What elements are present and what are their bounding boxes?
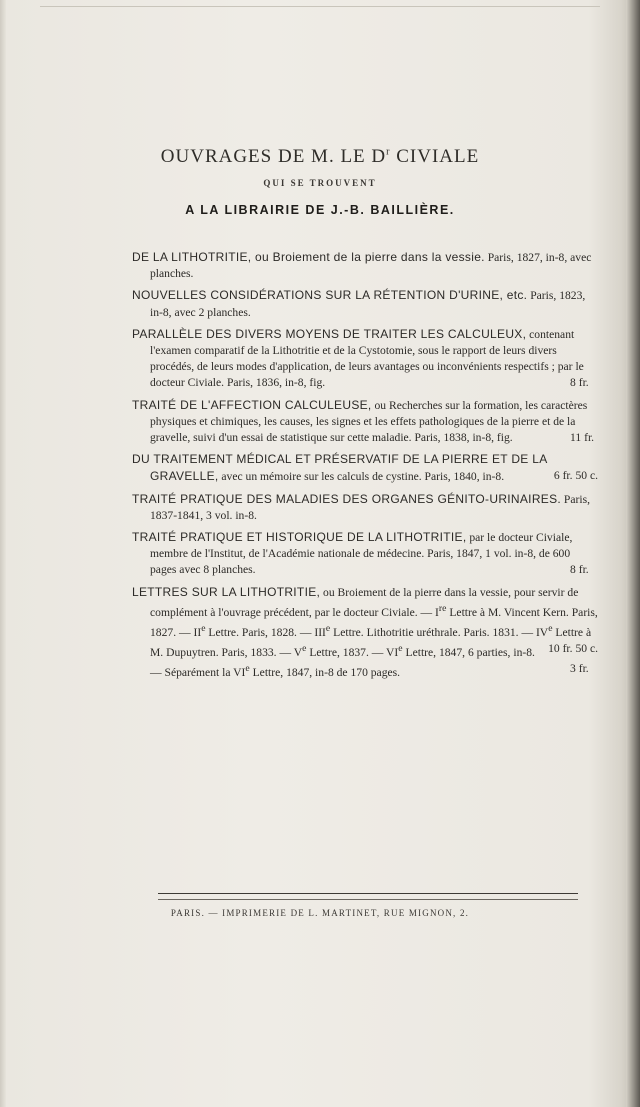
page-title — [0, 146, 640, 168]
printer-imprint: PARIS. — IMPRIMERIE DE L. MARTINET, RUE MIGNON, 2. — [170, 908, 470, 918]
entry-description: Paris, 1823, in-8, avec 2 planches. — [150, 289, 586, 319]
entry-description: ou Recherches sur la formation, les caractères physiques et chimiques, les causes, les signes et les effets pathologiques de la pierre et de la gravelle, suivi d'un essai de statistique sur cette maladie. Paris, 1838, in-8, fig. — [150, 398, 588, 445]
entry-description: contenant l'examen comparatif de la Lithotritie et de la Cystotomie, sous le rapport de leurs divers procédés, de leurs modes d'application, de leurs avantages ou inconvénients respectifs ; par le docteur Civiale. Paris, 1836, in-8, fig. — [150, 327, 584, 390]
entry-heading: TRAITÉ PRATIQUE ET HISTORIQUE DE LA LITHOTRITIE, — [132, 530, 467, 545]
entry-description: ou Broiement de la pierre dans la vessie, pour servir de complément à l'ouvrage précédent, par le docteur Civiale. — Ire Lettre à M. Vincent Kern. Paris, 1827. — IIe Lettre. Paris, 1828. — IIIe Lettre. Lithotritie uréthrale. Paris. 1831. — IVe Lettre à M. Dupuytren. Paris, 1833. — Ve Lettre, 1837. — VIe Lettre, 1847, 6 parties, in-8. 10 fr. 50 c. — Séparément la VIe Lettre, 1847, in-8 de 170 pages. — [150, 585, 598, 679]
entry-heading: TRAITÉ DE L'AFFECTION CALCULEUSE, — [132, 397, 372, 412]
works-list — [132, 249, 598, 686]
entry-description: avec un mémoire sur les calculs de cystine. Paris, 1840, in-8. — [218, 470, 505, 484]
list-item — [132, 491, 598, 524]
entry-heading: LETTRES SUR LA LITHOTRITIE, — [132, 584, 321, 599]
entry-description: Paris, 1827, in-8, avec planches. — [150, 251, 592, 281]
entry-description: par le docteur Civiale, membre de l'Institut, de l'Académie nationale de médecine. Paris, 1847, 1 vol. in-8, de 600 pages avec 8 planches. — [150, 531, 573, 577]
title-text-end: CIVIALE — [390, 146, 480, 167]
entry-heading: DU TRAITEMENT MÉDICAL ET PRÉSERVATIF DE LA PIERRE ET DE LA GRAVELLE, — [132, 452, 547, 484]
title-text: OUVRAGES DE M. LE D — [160, 146, 387, 167]
title-superscript: r — [386, 146, 391, 158]
list-item — [132, 326, 598, 392]
entry-price: 8 fr. — [570, 563, 589, 577]
entry-heading: DE LA LITHOTRITIE, ou Broiement de la pierre dans la vessie. — [132, 250, 485, 264]
list-item — [132, 451, 598, 485]
top-trim-line — [40, 6, 600, 7]
list-item — [132, 249, 598, 282]
double-rule-divider — [158, 893, 578, 900]
list-item — [132, 287, 598, 320]
list-item — [132, 397, 598, 447]
entry-description: Paris, 1837-1841, 3 vol. in-8. — [150, 492, 591, 522]
entry-price: 6 fr. 50 c. — [553, 469, 598, 483]
list-item — [132, 529, 598, 579]
entry-heading: NOUVELLES CONSIDÉRATIONS SUR LA RÉTENTION D'URINE, etc. — [132, 288, 528, 303]
entry-heading: PARALLÈLE DES DIVERS MOYENS DE TRAITER LES CALCULEUX, — [132, 326, 527, 341]
publisher-line: A LA LIBRAIRIE DE J.-B. BAILLIÈRE. — [185, 203, 455, 217]
entry-price: 3 fr. — [570, 662, 589, 676]
list-item — [132, 584, 598, 681]
entry-price: 11 fr. — [570, 431, 595, 445]
entry-heading: TRAITÉ PRATIQUE DES MALADIES DES ORGANES GÉNITO-URINAIRES. — [132, 491, 562, 506]
page-subtitle: QUI SE TROUVENT — [263, 178, 377, 188]
entry-price: 8 fr. — [570, 376, 589, 390]
